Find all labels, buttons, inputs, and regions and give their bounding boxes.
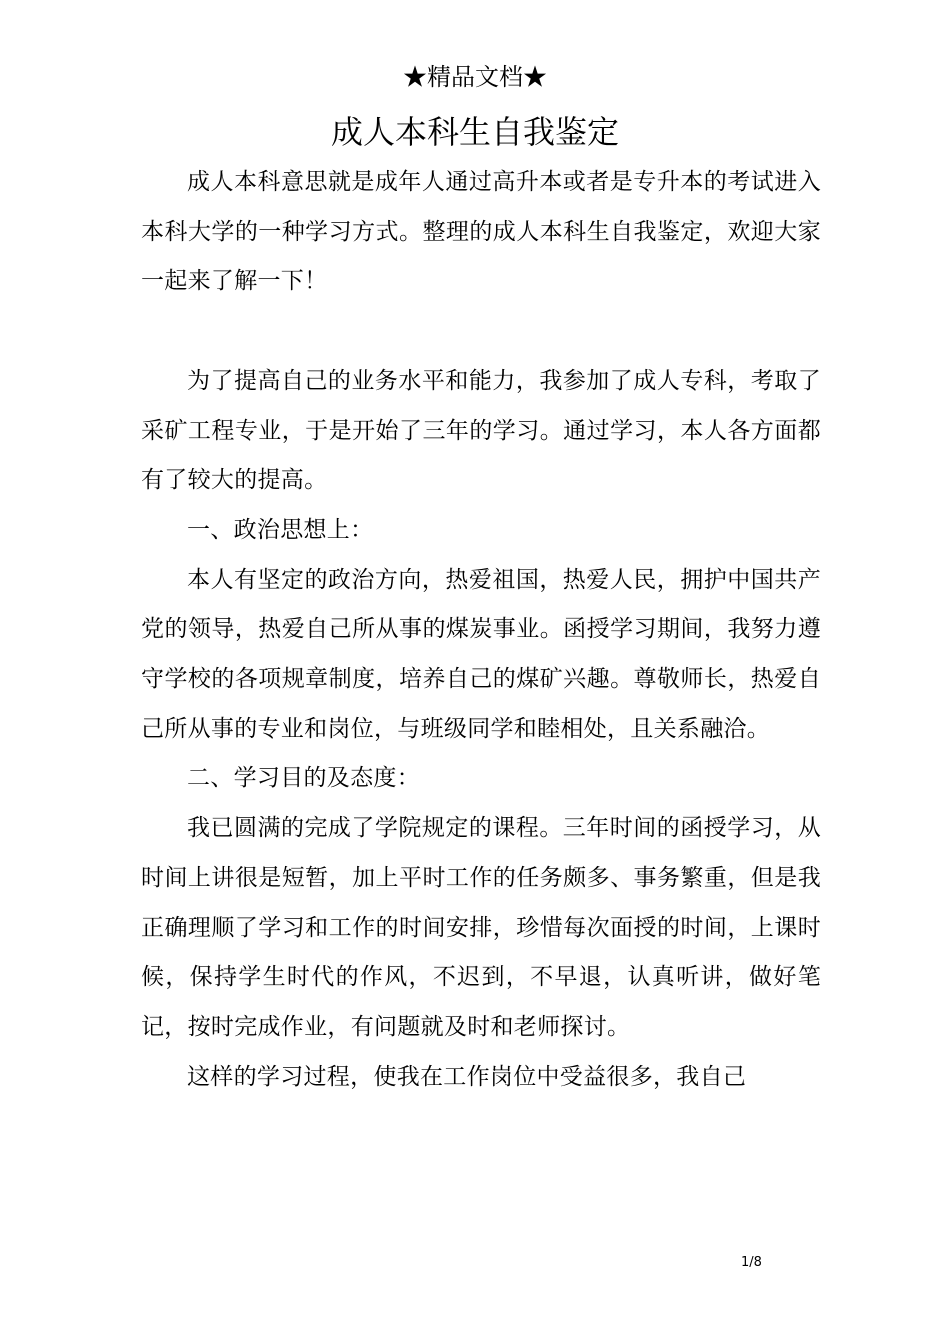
document-title: 成人本科生自我鉴定 bbox=[330, 113, 619, 151]
header-quality-mark: ★精品文档★ bbox=[403, 63, 547, 91]
section-heading-politics: 一、政治思想上： bbox=[187, 516, 374, 543]
paragraph-politics: 本人有坚定的政治方向，热爱祖国，热爱人民，拥护中国共产党的领导，热爱自己所从事的煤炭事业。函授学习期间，我努力遵守学校的各项规章制度，培养自己的煤矿兴趣。尊敬师长，热爱自己所从事的专业和岗位，与班级同学和睦相处，且关系融洽。 bbox=[141, 566, 821, 742]
section-heading-study: 二、学习目的及态度： bbox=[187, 765, 420, 792]
paragraph-continuation: 这样的学习过程，使我在工作岗位中受益很多，我自己 bbox=[187, 1063, 747, 1090]
paragraph-intro: 成人本科意思就是成年人通过高升本或者是专升本的考试进入本科大学的一种学习方式。整理的成人本科生自我鉴定，欢迎大家一起来了解一下！ bbox=[141, 169, 821, 295]
paragraph-background: 为了提高自己的业务水平和能力，我参加了成人专科，考取了采矿工程专业，于是开始了三年的学习。通过学习，本人各方面都有了较大的提高。 bbox=[141, 367, 821, 494]
document-body bbox=[141, 158, 821, 1102]
paragraph-spacer bbox=[141, 307, 821, 357]
paragraph-study: 我已圆满的完成了学院规定的课程。三年时间的函授学习，从时间上讲很是短暂，加上平时工作的任务颇多、事务繁重，但是我正确理顺了学习和工作的时间安排，珍惜每次面授的时间，上课时候，保持学生时代的作风，不迟到，不早退，认真听讲，做好笔记，按时完成作业，有问题就及时和老师探讨。 bbox=[141, 815, 821, 1040]
page-number: 1/8 bbox=[741, 1255, 762, 1270]
